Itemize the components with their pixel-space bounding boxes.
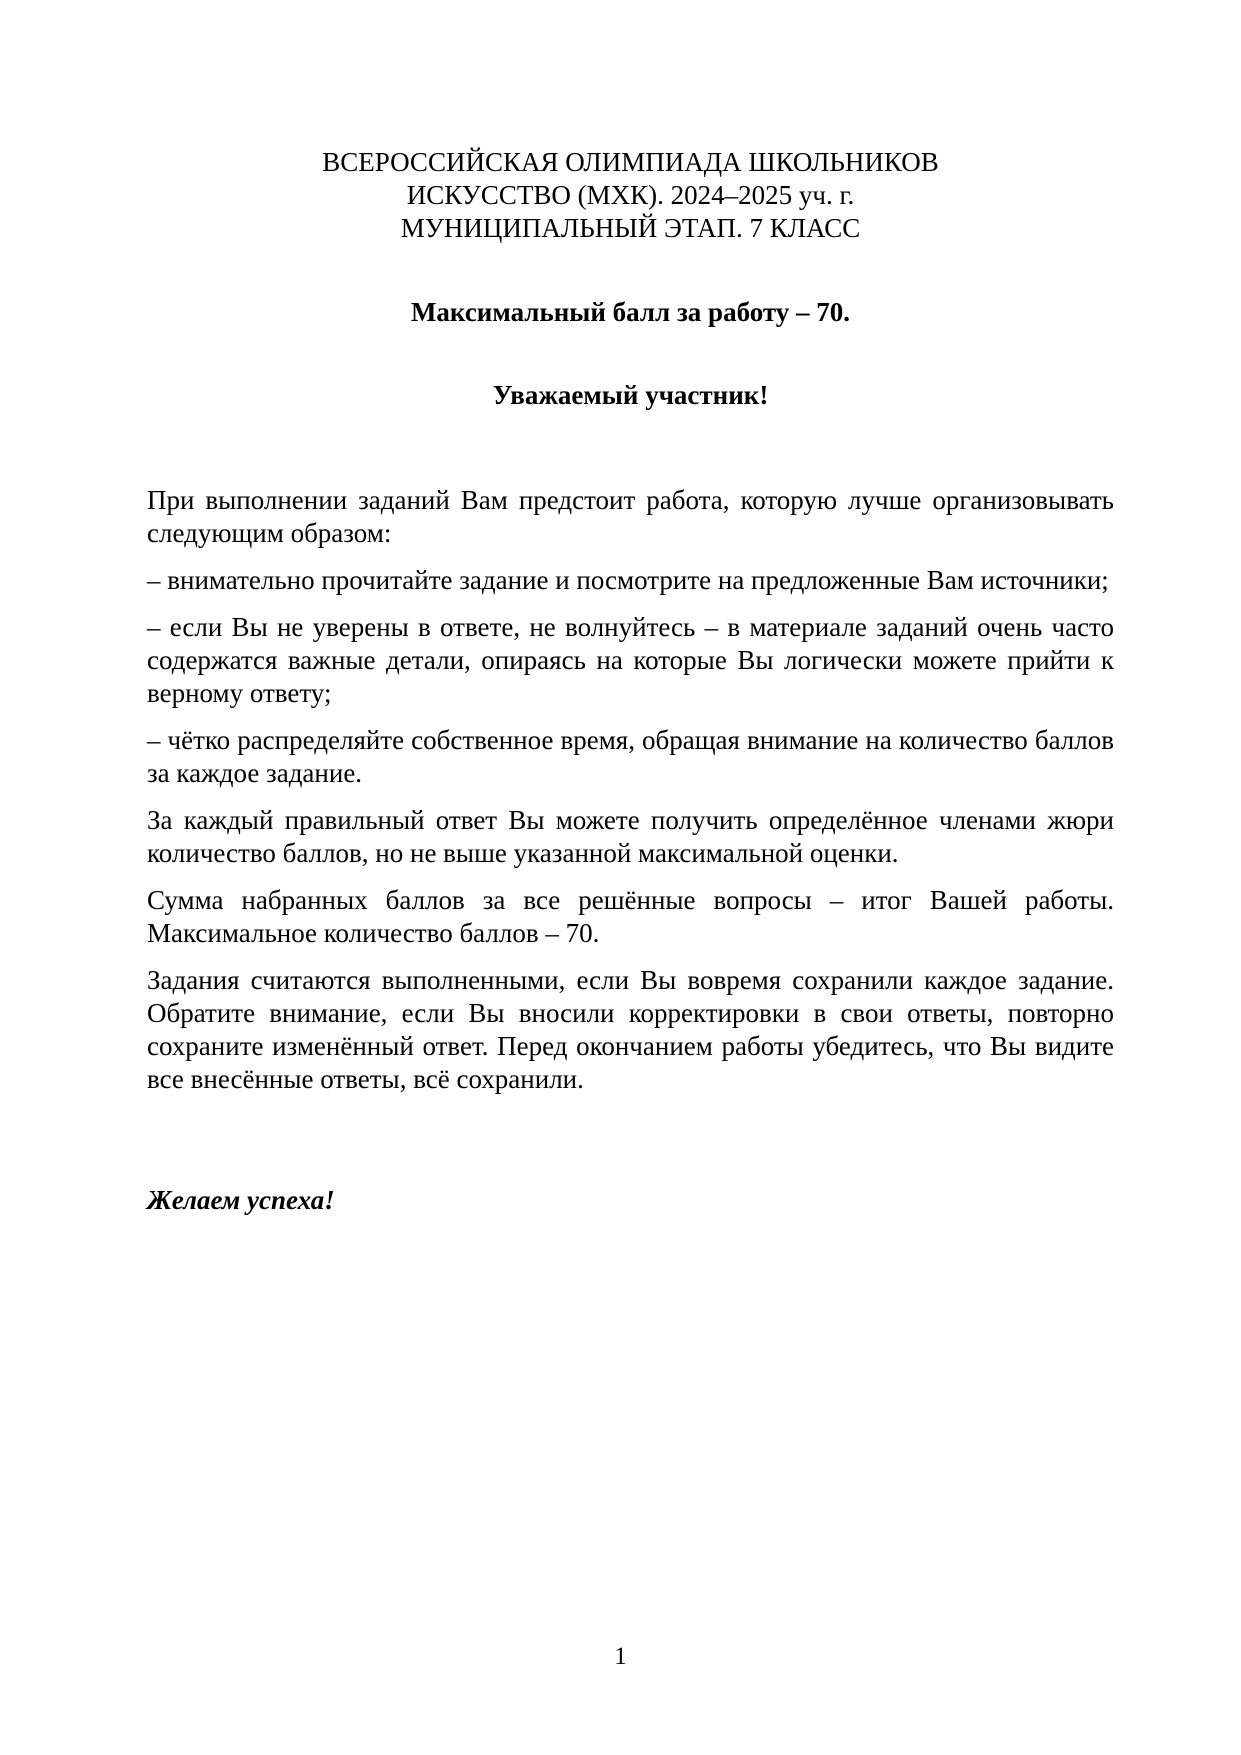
greeting-heading: Уважаемый участник! bbox=[492, 380, 769, 410]
instruction-paragraph: При выполнении заданий Вам предстоит работа, которую лучше организовывать следующим образом: bbox=[147, 485, 1114, 548]
instruction-paragraph: Сумма набранных баллов за все решённые вопросы – итог Вашей работы. Максимальное количество баллов – 70. bbox=[147, 885, 1114, 948]
instruction-paragraph: – если Вы не уверены в ответе, не волнуйтесь – в материале заданий очень часто содержатся важные детали, опираясь на которые Вы логически можете прийти к верному ответу; bbox=[147, 612, 1114, 708]
closing-wish: Желаем успеха! bbox=[147, 1185, 335, 1215]
document-header bbox=[147, 146, 1114, 245]
header-subject-year: ИСКУССТВО (МХК). 2024–2025 уч. г. bbox=[406, 180, 855, 210]
instruction-paragraph: – внимательно прочитайте задание и посмотрите на предложенные Вам источники; bbox=[147, 565, 1109, 595]
max-score-heading: Максимальный балл за работу – 70. bbox=[410, 297, 851, 327]
instruction-paragraph: Задания считаются выполненными, если Вы вовремя сохранили каждое задание. Обратите внимание, если Вы вносили корректировки в свои ответы, повторно сохраните изменённый ответ. Перед окончанием работы убедитесь, что Вы видите все внесённые ответы, всё сохранили. bbox=[147, 965, 1114, 1094]
instruction-paragraph: – чётко распределяйте собственное время, обращая внимание на количество баллов за каждое задание. bbox=[147, 725, 1114, 788]
instructions-body bbox=[147, 484, 1114, 1110]
instruction-paragraph: За каждый правильный ответ Вы можете получить определённое членами жюри количество баллов, но не выше указанной максимальной оценки. bbox=[147, 805, 1114, 868]
header-olympiad-title: ВСЕРОССИЙСКАЯ ОЛИМПИАДА ШКОЛЬНИКОВ bbox=[322, 147, 939, 177]
page-number: 1 bbox=[614, 1643, 627, 1670]
header-stage-grade: МУНИЦИПАЛЬНЫЙ ЭТАП. 7 КЛАСС bbox=[400, 213, 861, 243]
